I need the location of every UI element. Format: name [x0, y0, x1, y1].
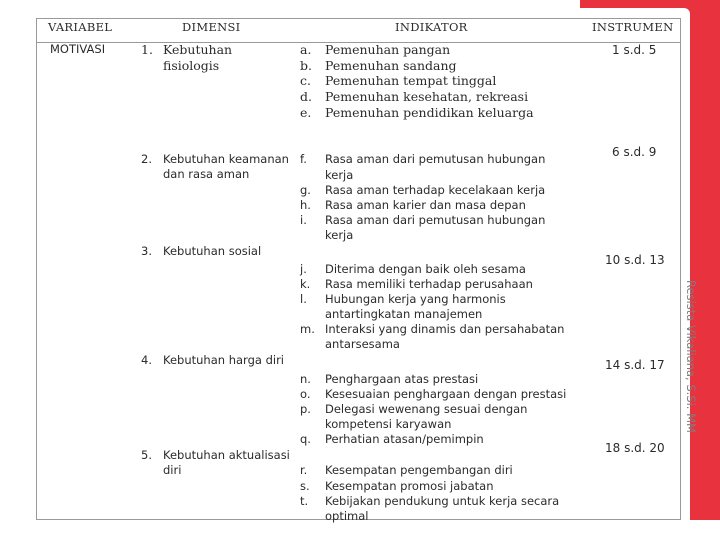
- indicator-q-text: Perhatian atasan/pemimpin: [325, 432, 484, 446]
- indicator-a-text: Pemenuhan pangan: [325, 42, 451, 57]
- indicator-j-text: Diterima dengan baik oleh sesama: [325, 262, 526, 276]
- indicator-q-mark: q.: [300, 432, 311, 446]
- indicator-s-mark: s.: [300, 479, 310, 493]
- author-credit: Resista Vikaliana, S.Si. MM: [684, 280, 698, 433]
- indicator-n-mark: n.: [300, 372, 311, 386]
- indicator-r-text: Kesempatan pengembangan diri: [325, 463, 513, 477]
- instrumen-2: 6 s.d. 9: [612, 145, 657, 159]
- indicator-m-mark: m.: [300, 322, 315, 336]
- dimension-1-label-cont: fisiologis: [163, 58, 220, 73]
- dimension-2-label-cont: dan rasa aman: [163, 167, 250, 181]
- indicator-t-text-cont: optimal: [325, 509, 369, 523]
- indicator-a-mark: a.: [300, 42, 312, 57]
- indicator-h-mark: h.: [300, 198, 311, 212]
- indicator-j-mark: j.: [300, 262, 307, 276]
- indicator-g-mark: g.: [300, 183, 311, 197]
- indicator-f-mark: f.: [300, 152, 307, 166]
- indicator-e-mark: e.: [300, 105, 312, 120]
- indicator-t-text: Kebijakan pendukung untuk kerja secara: [325, 494, 560, 508]
- indicator-p-text: Delegasi wewenang sesuai dengan: [325, 402, 528, 416]
- indicator-k-text: Rasa memiliki terhadap perusahaan: [325, 277, 533, 291]
- dimension-4-number: 4.: [141, 353, 152, 367]
- indicator-l-text: Hubungan kerja yang harmonis: [325, 292, 506, 306]
- instrumen-3: 10 s.d. 13: [605, 253, 665, 267]
- dimension-2-label: Kebutuhan keamanan: [163, 152, 289, 166]
- dimension-1-number: 1.: [141, 42, 153, 57]
- indicator-s-text: Kesempatan promosi jabatan: [325, 479, 494, 493]
- indicator-l-text-cont: antartingkatan manajemen: [325, 307, 483, 321]
- indicator-p-mark: p.: [300, 402, 311, 416]
- indicator-f-text-cont: kerja: [325, 168, 354, 182]
- header-indikator: INDIKATOR: [395, 20, 468, 34]
- indicator-i-text: Rasa aman dari pemutusan hubungan: [325, 213, 546, 227]
- dimension-3-label: Kebutuhan sosial: [163, 244, 262, 258]
- header-dimensi: DIMENSI: [182, 20, 241, 34]
- indicator-l-mark: l.: [300, 292, 307, 306]
- indicator-g-text: Rasa aman terhadap kecelakaan kerja: [325, 183, 546, 197]
- instrumen-1: 1 s.d. 5: [612, 43, 657, 57]
- variabel-motivasi: MOTIVASI: [50, 42, 106, 56]
- header-variabel: VARIABEL: [48, 20, 113, 34]
- indicator-c-text: Pemenuhan tempat tinggal: [325, 73, 497, 88]
- dimension-4-label: Kebutuhan harga diri: [163, 353, 284, 367]
- indicator-m-text-cont: antarsesama: [325, 337, 400, 351]
- indicator-p-text-cont: kompetensi karyawan: [325, 417, 452, 431]
- dimension-5-number: 5.: [141, 448, 152, 462]
- indicator-o-mark: o.: [300, 387, 311, 401]
- indicator-m-text: Interaksi yang dinamis dan persahabatan: [325, 322, 565, 336]
- indicator-d-mark: d.: [300, 89, 312, 104]
- indicator-h-text: Rasa aman karier dan masa depan: [325, 198, 526, 212]
- indicator-c-mark: c.: [300, 73, 311, 88]
- indicator-n-text: Penghargaan atas prestasi: [325, 372, 479, 386]
- dimension-2-number: 2.: [141, 152, 152, 166]
- indicator-i-text-cont: kerja: [325, 228, 354, 242]
- header-instrumen: INSTRUMEN: [592, 20, 674, 34]
- instrumen-4: 14 s.d. 17: [605, 358, 665, 372]
- dimension-5-label: Kebutuhan aktualisasi: [163, 448, 290, 462]
- dimension-3-number: 3.: [141, 244, 152, 258]
- indicator-f-text: Rasa aman dari pemutusan hubungan: [325, 152, 546, 166]
- dimension-1-label: Kebutuhan: [163, 42, 233, 57]
- indicator-k-mark: k.: [300, 277, 311, 291]
- dimension-5-label-cont: diri: [163, 463, 182, 477]
- indicator-o-text: Kesesuaian penghargaan dengan prestasi: [325, 387, 567, 401]
- indicator-i-mark: i.: [300, 213, 307, 227]
- indicator-e-text: Pemenuhan pendidikan keluarga: [325, 105, 534, 120]
- indicator-b-mark: b.: [300, 58, 312, 73]
- indicator-b-text: Pemenuhan sandang: [325, 58, 457, 73]
- instrumen-5: 18 s.d. 20: [605, 441, 665, 455]
- indicator-d-text: Pemenuhan kesehatan, rekreasi: [325, 89, 529, 104]
- indicator-t-mark: t.: [300, 494, 309, 508]
- indicator-r-mark: r.: [300, 463, 308, 477]
